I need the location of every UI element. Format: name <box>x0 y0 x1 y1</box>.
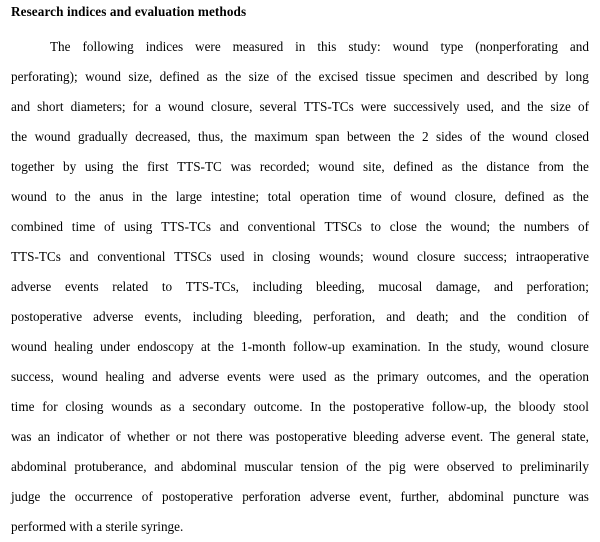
word: the <box>515 369 532 384</box>
word: 2 <box>421 129 429 144</box>
word: wound <box>511 129 548 144</box>
word: the <box>398 129 415 144</box>
word: events <box>227 369 261 384</box>
word: wounds; <box>318 249 364 264</box>
word: pig <box>388 459 406 474</box>
word: was <box>230 159 252 174</box>
word: events <box>64 279 99 294</box>
word: indicator <box>56 429 104 444</box>
word: closure, <box>454 189 497 204</box>
word: the <box>527 99 544 114</box>
word: and <box>493 279 514 294</box>
text-line <box>11 272 589 302</box>
word: the <box>425 219 442 234</box>
word: postoperative <box>352 399 425 414</box>
word: the <box>11 129 28 144</box>
word: and <box>69 249 89 264</box>
word: diameters; <box>70 99 126 114</box>
word: total <box>267 189 292 204</box>
word: and <box>152 369 172 384</box>
word: or <box>175 429 187 444</box>
word: adverse <box>93 309 134 324</box>
word: bleeding, <box>253 309 303 324</box>
word: bloody <box>518 399 556 414</box>
word: to <box>502 459 513 474</box>
word: the <box>446 339 463 354</box>
word: an <box>37 429 51 444</box>
word: closure <box>417 249 456 264</box>
word: the <box>498 219 515 234</box>
word: from <box>538 159 564 174</box>
word: death; <box>416 309 449 324</box>
word: postoperative <box>11 309 83 324</box>
word: wound <box>318 159 355 174</box>
word: of <box>109 429 121 444</box>
word: there <box>216 429 243 444</box>
word: tension <box>300 459 339 474</box>
word: syringe. <box>141 519 184 534</box>
word: damage, <box>436 279 481 294</box>
word: wound <box>392 39 429 54</box>
word: of <box>104 219 116 234</box>
word: wound <box>11 189 47 204</box>
word: conventional <box>247 219 316 234</box>
word: described <box>486 69 538 84</box>
word: preliminarily <box>520 459 589 474</box>
word: the <box>217 339 234 354</box>
word: operation <box>539 369 589 384</box>
word: as <box>206 69 218 84</box>
word: closing <box>272 249 311 264</box>
word: TTSCs <box>324 219 362 234</box>
text-line <box>11 92 589 122</box>
word: including <box>252 279 303 294</box>
word: anus <box>99 189 124 204</box>
word: the <box>365 459 382 474</box>
word: to <box>161 279 173 294</box>
section-heading: Research indices and evaluation methods <box>11 4 247 19</box>
word: close <box>389 219 417 234</box>
word: used <box>302 369 327 384</box>
word: the <box>489 309 506 324</box>
word: first <box>147 159 169 174</box>
word: protuberance, <box>74 459 147 474</box>
word: follow-up <box>292 339 345 354</box>
word: healing <box>54 339 93 354</box>
word: outcomes, <box>426 369 481 384</box>
word: the <box>122 159 139 174</box>
word: wound <box>372 249 409 264</box>
word: to <box>370 219 381 234</box>
word: of <box>577 309 589 324</box>
word: using <box>123 219 153 234</box>
word: a <box>178 399 185 414</box>
word: large <box>175 189 203 204</box>
word: the <box>295 69 312 84</box>
word: were <box>413 459 440 474</box>
word: In <box>310 399 322 414</box>
word: and <box>386 309 406 324</box>
word: were <box>195 39 221 54</box>
word: decreased, <box>135 129 191 144</box>
word: was <box>568 489 589 504</box>
word: time <box>11 399 35 414</box>
word: occurrence <box>74 489 133 504</box>
word: closure <box>550 339 589 354</box>
word: TTS-TCs, <box>185 279 239 294</box>
word: to <box>55 189 66 204</box>
word: wound <box>85 69 121 84</box>
word: by <box>62 159 77 174</box>
text-line <box>11 392 589 422</box>
word: perforation, <box>313 309 376 324</box>
text-line <box>11 212 589 242</box>
text-line <box>11 122 589 152</box>
word: wound <box>11 339 47 354</box>
word: The <box>49 39 71 54</box>
word: intestine; <box>210 189 260 204</box>
word: operation <box>299 189 350 204</box>
word: wound <box>61 369 98 384</box>
word: as <box>441 159 453 174</box>
text-line <box>11 452 589 482</box>
word: of <box>390 189 402 204</box>
word: abdominal <box>448 489 504 504</box>
word: the <box>151 189 168 204</box>
word: as <box>553 189 564 204</box>
word: time <box>71 219 96 234</box>
word: (nonperforating <box>475 39 558 54</box>
word: TTS-TCs <box>303 99 354 114</box>
word: in <box>132 189 143 204</box>
text-line <box>11 482 589 512</box>
word: tissue <box>365 69 396 84</box>
word: specimen <box>403 69 453 84</box>
word: for <box>42 399 58 414</box>
text-line <box>11 362 589 392</box>
word: secondary <box>192 399 246 414</box>
word: events, <box>144 309 182 324</box>
word: endoscopy <box>137 339 194 354</box>
word: of <box>141 489 153 504</box>
word: performed <box>11 519 66 534</box>
word: wound <box>410 189 447 204</box>
word: muscular <box>244 459 293 474</box>
word: success; <box>463 249 508 264</box>
word: related <box>112 279 149 294</box>
word: the <box>488 129 505 144</box>
word: whether <box>127 429 170 444</box>
word: adverse <box>309 489 351 504</box>
word: defined <box>504 189 545 204</box>
word: including <box>192 309 243 324</box>
word: observed <box>446 459 495 474</box>
word: following <box>82 39 134 54</box>
word: span <box>315 129 340 144</box>
word: In <box>427 339 439 354</box>
word: and <box>460 69 480 84</box>
word: by <box>544 69 558 84</box>
word: of <box>346 459 358 474</box>
text-line <box>11 62 589 92</box>
word: with <box>69 519 93 534</box>
word: several <box>259 99 297 114</box>
word: TTSCs <box>174 249 212 264</box>
word: abdominal <box>11 459 67 474</box>
word: and <box>154 459 174 474</box>
text-line <box>11 302 589 332</box>
word: closure, <box>210 99 253 114</box>
word: size <box>550 99 571 114</box>
text-line <box>11 332 589 362</box>
text-line <box>11 182 589 212</box>
word: conventional <box>97 249 166 264</box>
word: puncture <box>513 489 560 504</box>
word: under <box>100 339 131 354</box>
word: in <box>295 39 306 54</box>
word: short <box>37 99 64 114</box>
word: further, <box>400 489 440 504</box>
word: TTS-TC <box>177 159 222 174</box>
word: and <box>569 39 589 54</box>
word: TTS-TCs <box>11 249 61 264</box>
text-line <box>11 242 589 272</box>
word: adverse <box>11 279 52 294</box>
word: 1-month <box>241 339 286 354</box>
word: wound; <box>450 219 491 234</box>
word: the <box>225 69 242 84</box>
word: defined <box>159 69 200 84</box>
word: general <box>516 429 556 444</box>
word: wounds <box>111 399 153 414</box>
word: wound <box>507 339 544 354</box>
word: closed <box>555 129 589 144</box>
text-line <box>11 32 589 62</box>
word: TTS-TCs <box>161 219 211 234</box>
word: recorded; <box>259 159 310 174</box>
word: the <box>572 189 589 204</box>
word: postoperative <box>161 489 234 504</box>
word: event, <box>359 489 392 504</box>
word: were <box>360 99 387 114</box>
word: was <box>248 429 270 444</box>
word: wound <box>34 129 71 144</box>
word: for <box>132 99 148 114</box>
word: distance <box>486 159 530 174</box>
word: long <box>565 69 589 84</box>
word: used <box>220 249 245 264</box>
word: adverse <box>179 369 220 384</box>
body-paragraph <box>11 32 589 542</box>
word: the <box>230 129 247 144</box>
word: bleeding, <box>316 279 365 294</box>
word: type <box>440 39 464 54</box>
word: of <box>276 69 288 84</box>
word: this <box>317 39 337 54</box>
word: healing <box>105 369 145 384</box>
word: outcome. <box>253 399 303 414</box>
word: the <box>74 189 91 204</box>
word: not <box>193 429 210 444</box>
word: size <box>248 69 270 84</box>
word: stool <box>563 399 589 414</box>
word: closing <box>65 399 104 414</box>
word: of <box>469 129 481 144</box>
word: event. <box>451 429 484 444</box>
word: bleeding <box>353 429 399 444</box>
word: defined <box>393 159 433 174</box>
word: using <box>84 159 114 174</box>
word: condition <box>517 309 567 324</box>
word: and <box>501 99 521 114</box>
word: sides <box>436 129 463 144</box>
word: of <box>577 99 589 114</box>
word: judge <box>11 489 41 504</box>
word: a <box>155 99 161 114</box>
word: state, <box>561 429 589 444</box>
word: follow-up, <box>431 399 488 414</box>
word: in <box>253 249 264 264</box>
word: together <box>11 159 55 174</box>
word: and <box>459 309 479 324</box>
word: perforating); <box>11 69 78 84</box>
word: and <box>219 219 239 234</box>
word: as <box>334 369 346 384</box>
word: adverse <box>404 429 446 444</box>
word: postoperative <box>275 429 347 444</box>
word: the <box>461 159 478 174</box>
word: thus, <box>198 129 224 144</box>
word: wound <box>168 99 204 114</box>
word: used, <box>466 99 494 114</box>
word: perforation <box>242 489 301 504</box>
word: intraoperative <box>515 249 589 264</box>
word: as <box>160 399 172 414</box>
word: maximum <box>254 129 308 144</box>
word: excised <box>318 69 359 84</box>
word: of <box>577 219 589 234</box>
word: and <box>488 369 508 384</box>
word: the <box>494 399 512 414</box>
word: measured <box>232 39 284 54</box>
word: between <box>346 129 391 144</box>
text-line <box>11 152 589 182</box>
word: time <box>358 189 382 204</box>
word: successively <box>393 99 460 114</box>
word: abdominal <box>181 459 237 474</box>
word: indices <box>145 39 184 54</box>
word: perforation; <box>526 279 589 294</box>
word: sterile <box>105 519 138 534</box>
word: study: <box>348 39 381 54</box>
word: site, <box>363 159 385 174</box>
word: size, <box>128 69 153 84</box>
word: the <box>329 399 346 414</box>
word: numbers <box>523 219 570 234</box>
word: primary <box>377 369 419 384</box>
word: a <box>96 519 103 534</box>
word: were <box>268 369 295 384</box>
word: the <box>353 369 370 384</box>
word: gradually <box>77 129 128 144</box>
text-line <box>11 422 589 452</box>
word: was <box>11 429 32 444</box>
word: the <box>572 159 589 174</box>
word: the <box>49 489 66 504</box>
word: mucosal <box>378 279 423 294</box>
word: examination. <box>352 339 421 354</box>
word: and <box>11 99 31 114</box>
word: success, <box>11 369 54 384</box>
word: study, <box>469 339 501 354</box>
word: The <box>489 429 511 444</box>
word: at <box>200 339 211 354</box>
word: combined <box>11 219 64 234</box>
